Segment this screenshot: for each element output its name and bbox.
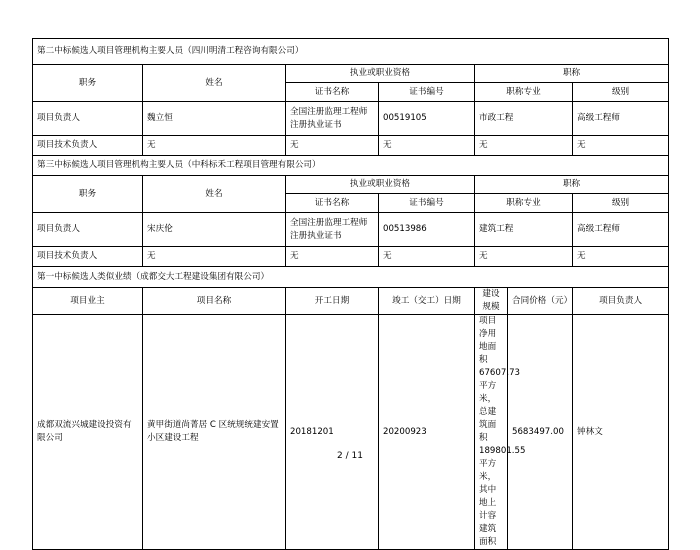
cell-cert-no: 00519105 <box>379 102 475 136</box>
col-header-cert-no: 证书编号 <box>379 194 475 213</box>
cell-cert-name: 无 <box>286 247 379 267</box>
col-header-qualification: 执业或职业资格 <box>286 65 475 83</box>
col-header-project: 项目名称 <box>143 288 286 315</box>
col-header-cert-name: 证书名称 <box>286 83 379 102</box>
col-header-scale: 建设规模 <box>475 288 508 315</box>
cell-major: 建筑工程 <box>475 213 573 247</box>
col-header-owner: 项目业主 <box>33 288 143 315</box>
col-header-major: 职称专业 <box>475 194 573 213</box>
cell-project: 黄甲街道尚菁居 C 区统规统建安置小区建设工程 <box>143 315 286 550</box>
col-header-title: 职称 <box>475 65 669 83</box>
cell-cert-no: 00513986 <box>379 213 475 247</box>
col-header-end-date: 竣工（交工）日期 <box>379 288 475 315</box>
col-header-title: 职称 <box>475 176 669 194</box>
cell-role: 项目技术负责人 <box>33 136 143 156</box>
table-row <box>33 213 669 247</box>
cell-role: 项目技术负责人 <box>33 247 143 267</box>
cell-end-date: 20200923 <box>379 315 475 550</box>
section-title-row <box>33 156 669 176</box>
cell-major: 无 <box>475 136 573 156</box>
cell-scale: 项目净用地面积67607.73 平方米，总建筑面积189801.55 平方米，其中地上计容建筑面积 <box>475 315 508 550</box>
section-title-row <box>33 267 669 288</box>
table-row <box>33 136 669 156</box>
cell-major: 无 <box>475 247 573 267</box>
section-title: 第三中标候选人项目管理机构主要人员（中科标禾工程项目管理有限公司） <box>33 156 669 176</box>
page-number: 2 / 11 <box>337 451 363 461</box>
col-header-price: 合同价格（元） <box>508 288 573 315</box>
table-row <box>33 247 669 267</box>
cell-start-date: 20181201 <box>286 315 379 550</box>
section-title: 第二中标候选人项目管理机构主要人员（四川明清工程咨询有限公司） <box>33 39 669 65</box>
cell-cert-name: 全国注册监理工程师注册执业证书 <box>286 102 379 136</box>
col-header-role: 职务 <box>33 176 143 213</box>
header-row <box>33 65 669 83</box>
col-header-level: 级别 <box>573 194 669 213</box>
cell-manager: 钟林文 <box>573 315 669 550</box>
cell-name: 宋庆伦 <box>143 213 286 247</box>
cell-name: 无 <box>143 136 286 156</box>
col-header-level: 级别 <box>573 83 669 102</box>
document-page <box>32 38 668 550</box>
cell-role: 项目负责人 <box>33 102 143 136</box>
cell-major: 市政工程 <box>475 102 573 136</box>
col-header-major: 职称专业 <box>475 83 573 102</box>
col-header-qualification: 执业或职业资格 <box>286 176 475 194</box>
col-header-cert-name: 证书名称 <box>286 194 379 213</box>
col-header-name: 姓名 <box>143 65 286 102</box>
cell-name: 魏立恒 <box>143 102 286 136</box>
cell-level: 高级工程师 <box>573 213 669 247</box>
cell-level: 高级工程师 <box>573 102 669 136</box>
table-row <box>33 315 669 550</box>
cell-cert-no: 无 <box>379 136 475 156</box>
cell-cert-name: 全国注册监理工程师注册执业证书 <box>286 213 379 247</box>
cell-owner: 成都双流兴城建设投资有限公司 <box>33 315 143 550</box>
cell-cert-name: 无 <box>286 136 379 156</box>
header-row <box>33 176 669 194</box>
section-title-row <box>33 39 669 65</box>
col-header-cert-no: 证书编号 <box>379 83 475 102</box>
col-header-start-date: 开工日期 <box>286 288 379 315</box>
cell-level: 无 <box>573 136 669 156</box>
main-table <box>32 38 669 550</box>
col-header-role: 职务 <box>33 65 143 102</box>
table-row <box>33 102 669 136</box>
col-header-name: 姓名 <box>143 176 286 213</box>
section-title: 第一中标候选人类似业绩（成都交大工程建设集团有限公司） <box>33 267 669 288</box>
header-row <box>33 288 669 315</box>
cell-name: 无 <box>143 247 286 267</box>
cell-level: 无 <box>573 247 669 267</box>
cell-cert-no: 无 <box>379 247 475 267</box>
cell-price: 5683497.00 <box>508 315 573 550</box>
cell-role: 项目负责人 <box>33 213 143 247</box>
col-header-manager: 项目负责人 <box>573 288 669 315</box>
